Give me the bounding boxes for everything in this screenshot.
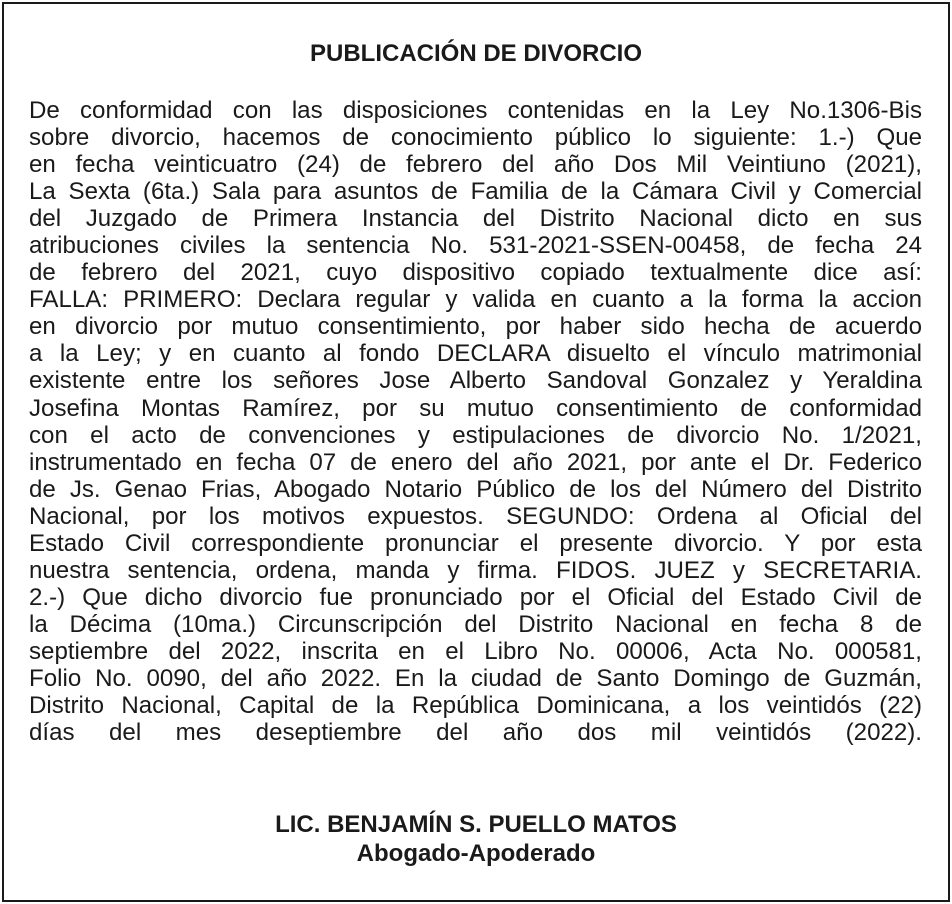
body-line: días del mes deseptiembre del año dos mil veintidós (2022).: [29, 719, 922, 747]
body-line: Estado Civil correspondiente pronunciar el presente divorcio. Y por esta: [29, 529, 922, 557]
body-line: de Js. Genao Frias, Abogado Notario Público de los del Número del Distrito: [29, 475, 922, 503]
body-line: sobre divorcio, hacemos de conocimiento público lo siguiente: 1.-) Que: [29, 124, 922, 152]
signatory-name: LIC. BENJAMÍN S. PUELLO MATOS: [275, 811, 677, 838]
notice-title: PUBLICACIÓN DE DIVORCIO: [309, 40, 642, 67]
body-line: Distrito Nacional, Capital de la República Dominicana, a los veintidós (22): [29, 692, 922, 720]
body-line: con el acto de convenciones y estipulaciones de divorcio No. 1/2021,: [29, 421, 922, 449]
body-line: la Décima (10ma.) Circunscripción del Distrito Nacional en fecha 8 de: [29, 610, 922, 638]
body-line: instrumentado en fecha 07 de enero del año 2021, por ante el Dr. Federico: [29, 448, 922, 476]
notice-body: [29, 97, 922, 746]
body-line: Nacional, por los motivos expuestos. SEGUNDO: Ordena al Oficial del: [29, 502, 922, 530]
body-line: septiembre del 2022, inscrita en el Libro No. 00006, Acta No. 000581,: [29, 637, 922, 665]
body-line: existente entre los señores Jose Alberto Sandoval Gonzalez y Yeraldina: [29, 367, 922, 395]
body-line: De conformidad con las disposiciones contenidas en la Ley No.1306-Bis: [29, 97, 922, 124]
signature-block: [4, 810, 948, 868]
notice-frame: [2, 2, 950, 902]
body-line: a la Ley; y en cuanto al fondo DECLARA disuelto el vínculo matrimonial: [29, 340, 922, 368]
body-line: atribuciones civiles la sentencia No. 531-2021-SSEN-00458, de fecha 24: [29, 232, 922, 260]
body-line: Josefina Montas Ramírez, por su mutuo consentimiento de conformidad: [29, 394, 922, 422]
body-line: de febrero del 2021, cuyo dispositivo copiado textualmente dice así:: [29, 259, 922, 287]
body-line: Folio No. 0090, del año 2022. En la ciudad de Santo Domingo de Guzmán,: [29, 664, 922, 692]
body-line: 2.-) Que dicho divorcio fue pronunciado por el Oficial del Estado Civil de: [29, 583, 922, 611]
body-line: en divorcio por mutuo consentimiento, por haber sido hecha de acuerdo: [29, 313, 922, 341]
body-line: en fecha veinticuatro (24) de febrero del año Dos Mil Veintiuno (2021),: [29, 151, 922, 179]
body-line: FALLA: PRIMERO: Declara regular y valida en cuanto a la forma la accion: [29, 286, 922, 314]
body-line: La Sexta (6ta.) Sala para asuntos de Familia de la Cámara Civil y Comercial: [29, 178, 922, 206]
body-line: nuestra sentencia, ordena, manda y firma. FIDOS. JUEZ y SECRETARIA.: [29, 556, 922, 584]
signatory-role: Abogado-Apoderado: [356, 840, 596, 867]
body-line: del Juzgado de Primera Instancia del Distrito Nacional dicto en sus: [29, 205, 922, 233]
